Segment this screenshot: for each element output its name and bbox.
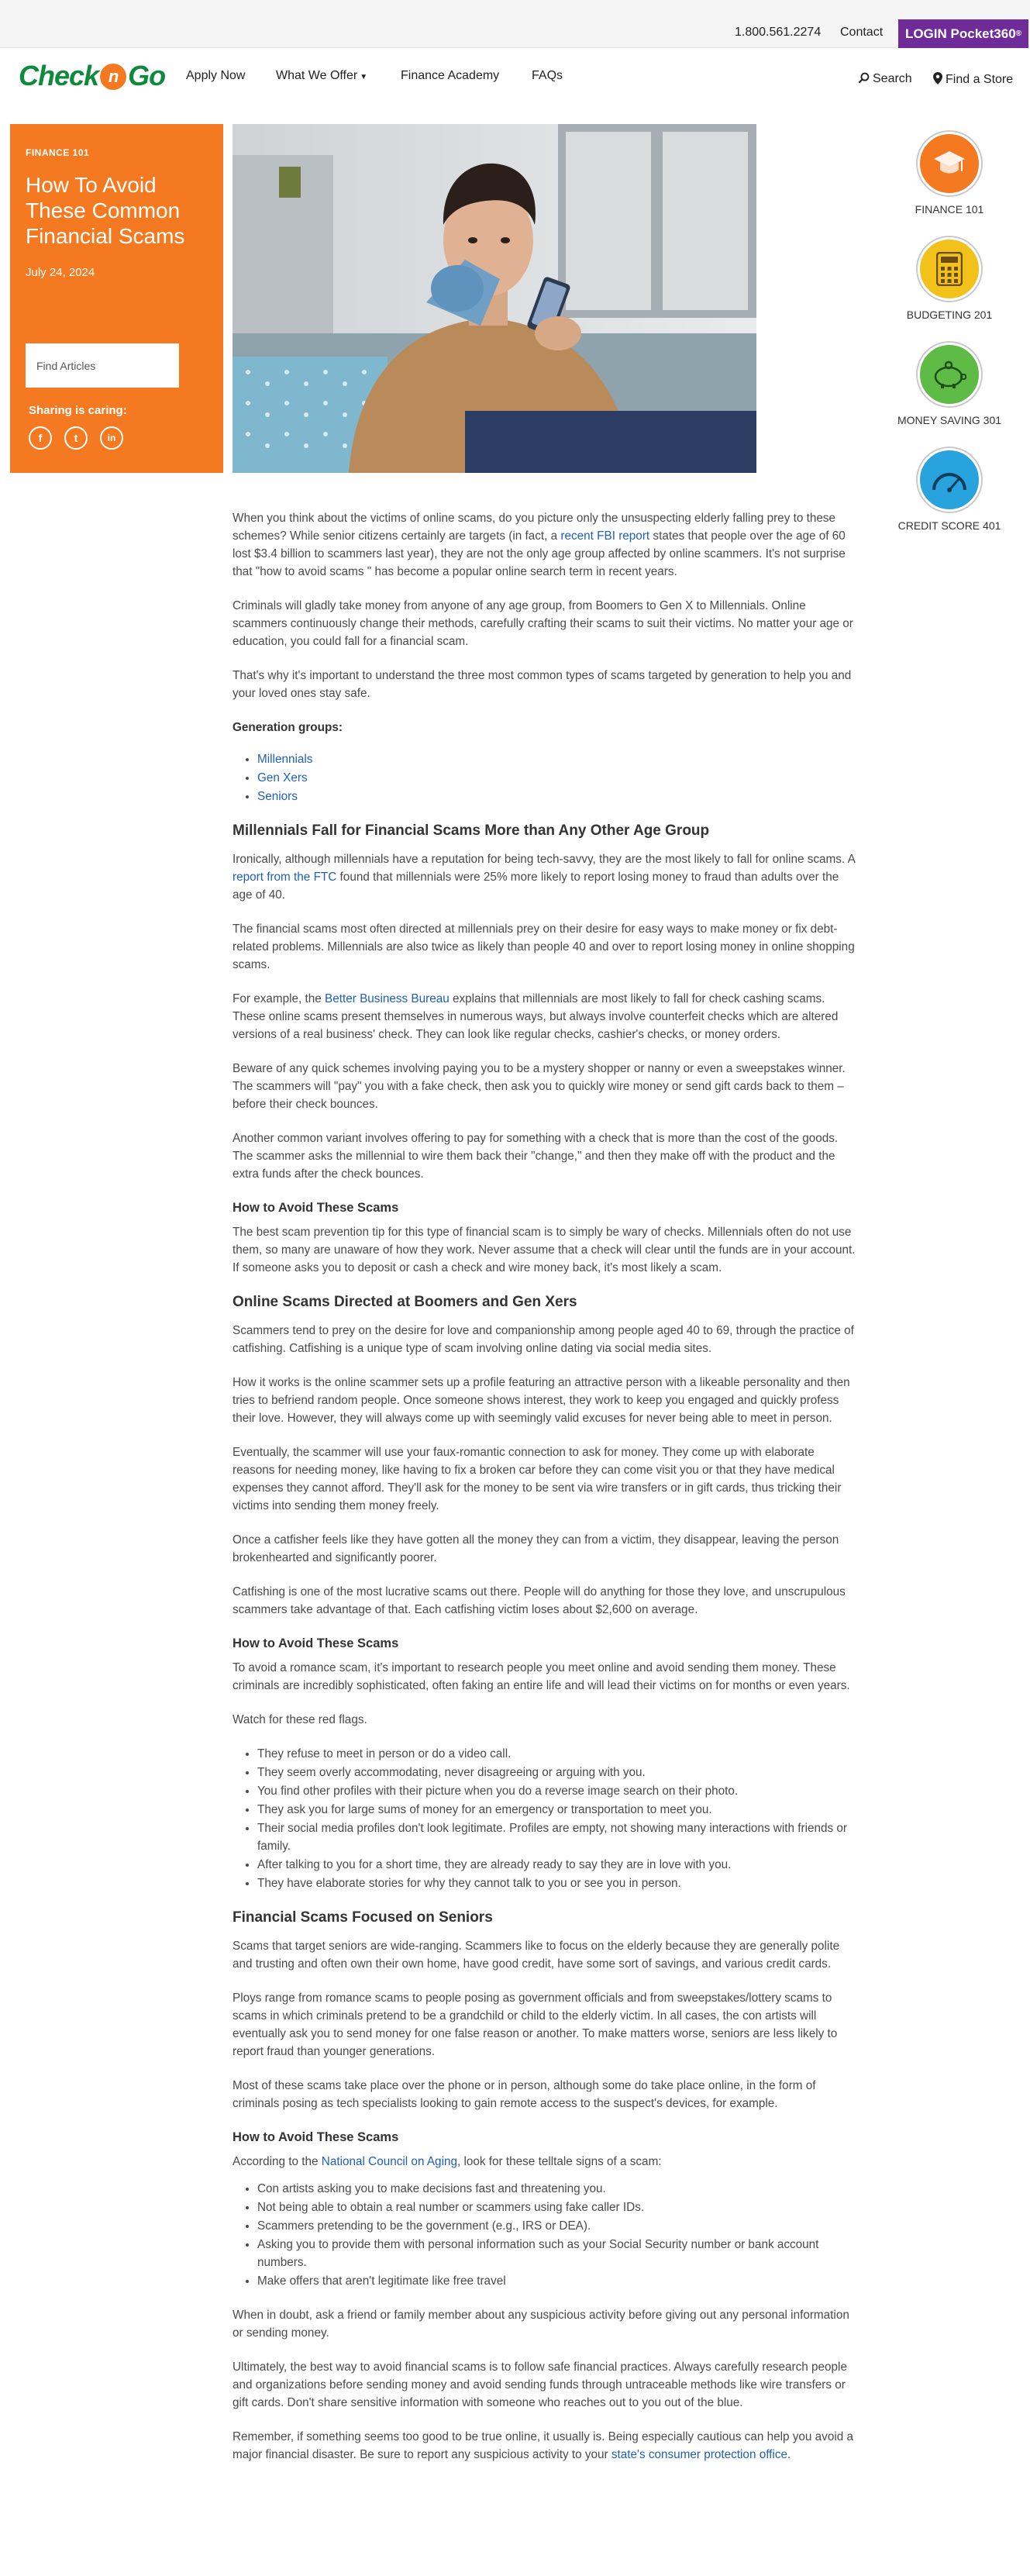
paragraph: To avoid a romance scam, it's important to research people you meet online and avoid sending them money. These criminals are incredibly sophisticated, often faking an entire life and will lead their victims on for months or even years. [233, 1661, 850, 1692]
article-title: How To Avoid These Common Financial Scams [26, 173, 185, 248]
section-heading-seniors: Financial Scams Focused on Seniors [233, 1909, 493, 1926]
consumer-protection-link[interactable]: state's consumer protection office [611, 2448, 787, 2461]
list-item [257, 750, 859, 768]
category-budgeting-201[interactable] [884, 237, 1015, 321]
nav-what-we-offer-label: What We Offer [276, 69, 358, 82]
logo-go: Go [128, 60, 166, 91]
login-brand-mark: ® [1015, 29, 1022, 38]
find-store-link[interactable] [933, 72, 1013, 87]
paragraph: How it works is the online scammer sets up a profile featuring an attractive person with a likeable personality and then tries to befriend random people. Once someone shows interest, they work to keep you engaged and quickly profess their love. However, they will always come up with seemingly valid excuses for never being able to meet in person. [233, 1376, 850, 1425]
list-item: • They have elaborate stories for why they cannot talk to you or see you in person. [257, 1874, 859, 1892]
subheading-avoid-scams: How to Avoid These Scams [233, 2130, 399, 2144]
social-share-row [29, 426, 123, 450]
paragraph: Scammers tend to prey on the desire for love and companionship among people aged 40 to 69, through the practice of catfishing. Catfishing is a unique type of scam involving online dating via social media sites. [233, 1324, 854, 1355]
nav-faqs[interactable]: FAQs [532, 69, 563, 82]
paragraph: When in doubt, ask a friend or family member about any suspicious activity before giving out any personal information or sending money. [233, 2309, 849, 2340]
paragraph: Another common variant involves offering to pay for something with a check that is more than the cost of the goods. The scammer asks the millennial to wire them back their "change," and then they make off with the product and the extra funds after the check bounces. [233, 1132, 839, 1181]
find-store-label: Find a Store [946, 73, 1014, 86]
list-item: • You find other profiles with their picture when you do a reverse image search on their photo. [257, 1782, 859, 1800]
list-item: • They ask you for large sums of money for an emergency or transportation to meet you. [257, 1801, 859, 1819]
checkngo-logo[interactable] [19, 60, 165, 92]
twitter-icon[interactable]: t [64, 426, 88, 450]
sharing-label: Sharing is caring: [29, 404, 127, 417]
search-link[interactable] [858, 72, 912, 86]
nav-what-we-offer[interactable] [276, 69, 367, 83]
caret-down-icon: ▼ [360, 73, 368, 81]
facebook-icon[interactable]: f [29, 426, 52, 450]
nav-apply-now[interactable]: Apply Now [186, 69, 246, 82]
linkedin-icon[interactable]: in [100, 426, 123, 450]
list-item: • Their social media profiles don't look legitimate. Profiles are empty, not showing many interactions with friends or family. [257, 1819, 859, 1855]
paragraph: When you think about the victims of online scams, do you picture only the unsuspecting elderly falling prey to these schemes? While senior citizens certainly are targets (in fact, a recent FBI report states that people over the age of 60 lost $3.4 billion to scammers last year), they are not the only age group affected by online scammers. It's not surprise that "how to avoid scams " has become a popular online search term in recent years. [233, 512, 846, 578]
category-label: MONEY SAVING 301 [897, 414, 1002, 426]
generation-links-list [257, 750, 859, 805]
phone-link[interactable]: 1.800.561.2274 [735, 26, 822, 39]
list-item: • Asking you to provide them with personal information such as your Social Security number or bank account numbers. [257, 2236, 859, 2271]
paragraph: The financial scams most often directed at millennials prey on their desire for easy ways to make money or fix debt-related problems. Millennials are also twice as likely than people 40 and over to report losing money in online shopping scams. [233, 922, 855, 971]
paragraph: That's why it's important to understand the three most common types of scams targeted by generation to help you and your loved ones stay safe. [233, 669, 852, 700]
section-heading-millennials: Millennials Fall for Financial Scams More than Any Other Age Group [233, 822, 710, 839]
logo-n: n [100, 64, 126, 90]
piggy-bank-icon [918, 343, 981, 406]
paragraph: Eventually, the scammer will use your faux-romantic connection to ask for money. They come up with elaborate reasons for needing money, like having to fix a broken car before they can come visit you or that they have medical expenses they cannot afford. They'll ask for the money to be sent via wire transfers or in gift cards, thus tricking their victims into sending them money freely. [233, 1446, 842, 1512]
login-pocket360-button[interactable] [898, 19, 1028, 48]
paragraph: Once a catfisher feels like they have gotten all the money they can from a victim, they disappear, leaving the person brokenhearted and significantly poorer. [233, 1533, 839, 1564]
nav-finance-academy[interactable]: Finance Academy [401, 69, 500, 82]
paragraph: Most of these scams take place over the phone or in person, although some do take place online, in the form of criminals posing as tech specialists looking to gain remote access to the suspect's devices, for example. [233, 2079, 816, 2110]
seniors-link[interactable]: Seniors [257, 790, 298, 803]
paragraph: For example, the Better Business Bureau explains that millennials are most likely to fall for check cashing scams. These online scams present themselves in numerous ways, but always involve counterfeit checks which are altered versions of a real business' check. They can look like regular checks, cashier's checks, or money orders. [233, 992, 839, 1041]
list-item: • Con artists asking you to make decisions fast and threatening you. [257, 2180, 859, 2198]
article-category[interactable]: FINANCE 101 [26, 147, 90, 158]
subheading-avoid-scams: How to Avoid These Scams [233, 1636, 399, 1650]
list-item [257, 769, 859, 787]
ftc-report-link[interactable]: report from the FTC [233, 871, 337, 884]
paragraph: Beware of any quick schemes involving paying you to be a mystery shopper or nanny or even a sweepstakes winner. The scammers will "pay" you with a fake check, then ask you to quickly wire money or send gift cards back to them – before their check bounces. [233, 1062, 846, 1111]
red-flags-list [257, 1745, 859, 1892]
paragraph: Ultimately, the best way to avoid financial scams is to follow safe financial practices. Always carefully research people and organizations before sending money and avoid sending funds through untraceable methods like wire transfers or gift cards. Don't share sensitive information with someone who reaches out to you out of the blue. [233, 2360, 847, 2409]
paragraph: Ploys range from romance scams to people posing as government officials and from sweepstakes/lottery scams to scams in which criminals pretend to be a grandchild or child to the elderly victim. In all cases, the con artists will eventually ask you to send money for one false reason or another. To make matters worse, seniors are less likely to report fraud than younger generations. [233, 1991, 838, 2058]
category-label: FINANCE 101 [915, 203, 984, 216]
list-item: • They refuse to meet in person or do a video call. [257, 1745, 859, 1763]
paragraph: Criminals will gladly take money from anyone of any age group, from Boomers to Gen X to Millennials. Online scammers continuously change their methods, carefully crafting their scams to suit their victims. No matter your age or education, you could fall for a financial scam. [233, 599, 853, 648]
category-label: BUDGETING 201 [906, 309, 993, 321]
utility-bar [0, 0, 1030, 48]
login-label: LOGIN [904, 26, 947, 41]
article-date: July 24, 2024 [26, 266, 95, 279]
gen-xers-link[interactable]: Gen Xers [257, 771, 308, 785]
section-heading-boomers: Online Scams Directed at Boomers and Gen Xers [233, 1294, 577, 1310]
list-item: • After talking to you for a short time, they are already ready to say they are in love with you. [257, 1856, 859, 1874]
map-pin-icon [933, 72, 942, 84]
contact-link[interactable]: Contact [840, 26, 884, 39]
bbb-link[interactable]: Better Business Bureau [325, 992, 450, 1005]
hero-image [233, 124, 756, 473]
category-credit-score-401[interactable] [884, 448, 1015, 532]
article-info-card [10, 124, 223, 473]
paragraph: Watch for these red flags. [233, 1713, 367, 1726]
fbi-report-link[interactable]: recent FBI report [560, 529, 650, 543]
scam-signs-list [257, 2180, 859, 2290]
ncoa-link[interactable]: National Council on Aging [321, 2155, 457, 2168]
gauge-icon [918, 448, 981, 512]
paragraph: According to the National Council on Aging, look for these telltale signs of a scam: [233, 2155, 662, 2168]
find-articles-input[interactable]: Find Articles [26, 343, 179, 388]
login-brand: Pocket360 [950, 26, 1016, 41]
main-nav [0, 48, 1030, 102]
category-money-saving-301[interactable] [884, 343, 1015, 426]
article-body [233, 509, 859, 2480]
graduation-cap-icon [918, 132, 981, 195]
list-item [257, 788, 859, 805]
paragraph: The best scam prevention tip for this type of financial scam is to simply be wary of checks. Millennials often do not use them, so many are unaware of how they work. Never assume that a check will clear until the funds are in your account. If someone asks you to deposit or cash a check and wire money back, it's most likely a scam. [233, 1226, 856, 1274]
paragraph: Remember, if something seems too good to be true online, it usually is. Being especially cautious can help you avoid a major financial disaster. Be sure to report any suspicious activity to your state's consumer protection office. [233, 2430, 853, 2461]
logo-check: Check [19, 60, 99, 91]
list-item: • Scammers pretending to be the government (e.g., IRS or DEA). [257, 2217, 859, 2235]
list-item: • Make offers that aren't legitimate like free travel [257, 2272, 859, 2290]
category-finance-101[interactable] [884, 132, 1015, 216]
generation-groups-heading: Generation groups: [233, 721, 343, 734]
paragraph: Catfishing is one of the most lucrative scams out there. People will do anything for those they love, and unscrupulous scammers take advantage of that. Each catfishing victim loses about $2,600 on average. [233, 1585, 846, 1616]
millennials-link[interactable]: Millennials [257, 753, 313, 766]
paragraph: Scams that target seniors are wide-ranging. Scammers like to focus on the elderly because they are generally polite and trusting and often own their own home, have good credit, have some sort of savings, and various credit cards. [233, 1940, 840, 1971]
category-label: CREDIT SCORE 401 [897, 519, 1001, 532]
subheading-avoid-scams: How to Avoid These Scams [233, 1201, 399, 1215]
list-item: • Not being able to obtain a real number or scammers using fake caller IDs. [257, 2198, 859, 2216]
search-icon [858, 72, 870, 84]
search-label: Search [873, 72, 912, 85]
calculator-icon [918, 237, 981, 301]
list-item: • They seem overly accommodating, never disagreeing or arguing with you. [257, 1764, 859, 1781]
paragraph: Ironically, although millennials have a reputation for being tech-savvy, they are the most likely to fall for online scams. A report from the FTC found that millennials were 25% more likely to report losing money to fraud than adults over the age of 40. [233, 853, 855, 902]
